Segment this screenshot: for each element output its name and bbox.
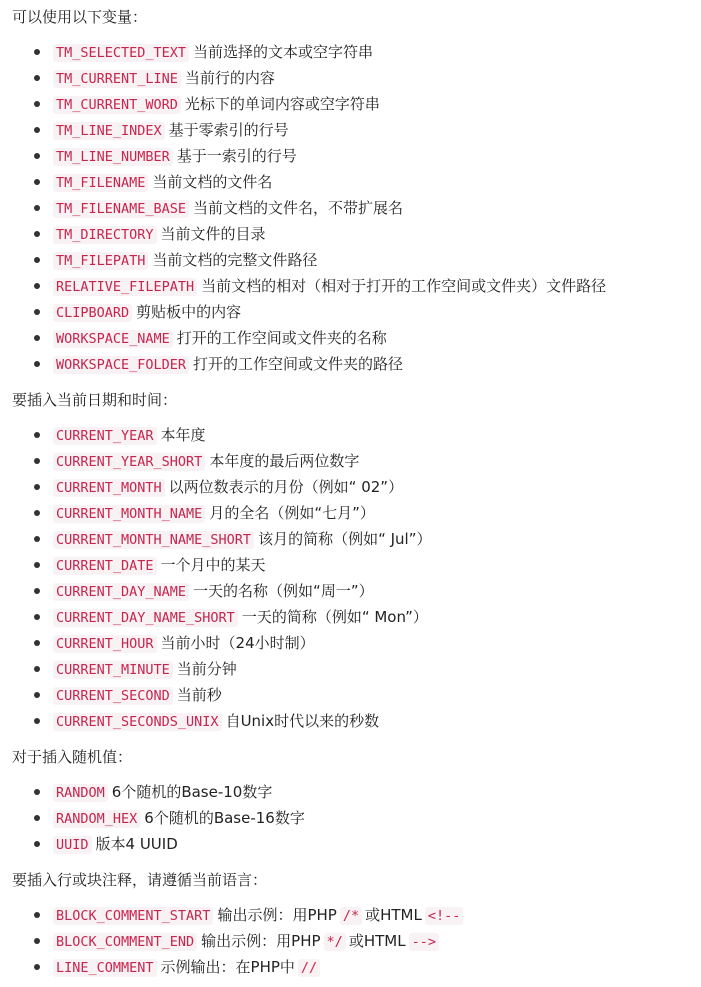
variable-code: CURRENT_MONTH_NAME: [53, 505, 205, 523]
bullet-icon: [34, 692, 40, 698]
bullet-icon: [34, 335, 40, 341]
variable-description: 基于零索引的行号: [168, 121, 289, 139]
variable-description: 一天的简称（例如“ Mon”）: [241, 608, 428, 626]
bullet-icon: [34, 964, 40, 970]
list-item: [0, 779, 701, 805]
variable-description: 一天的名称（例如“周一”）: [193, 582, 374, 600]
list-item: [0, 630, 701, 656]
list-item: [0, 526, 701, 552]
example-code: //: [298, 959, 320, 977]
variable-description: 剪贴板中的内容: [136, 303, 242, 321]
list-item: [0, 831, 701, 857]
bullet-icon: [34, 536, 40, 542]
variable-description: 示例输出：在PHP中: [160, 958, 295, 976]
variable-code: WORKSPACE_FOLDER: [53, 356, 189, 374]
variable-description: 当前文档的文件名，不带扩展名: [193, 199, 404, 217]
example-code: -->: [409, 933, 439, 951]
list-item: [0, 143, 701, 169]
variable-code: RANDOM: [53, 784, 108, 802]
variable-description: 输出示例：用PHP: [217, 906, 337, 924]
bullet-icon: [34, 562, 40, 568]
bullet-icon: [34, 75, 40, 81]
bullet-icon: [34, 101, 40, 107]
bullet-icon: [34, 205, 40, 211]
list-item: [0, 195, 701, 221]
variable-description: 光标下的单词内容或空字符串: [184, 95, 380, 113]
variable-code: CURRENT_MONTH_NAME_SHORT: [53, 531, 254, 549]
list-item: [0, 928, 701, 954]
list-item: [0, 578, 701, 604]
bullet-icon: [34, 789, 40, 795]
variable-description: 自Unix时代以来的秒数: [225, 712, 380, 730]
bullet-icon: [34, 484, 40, 490]
list-item: [0, 91, 701, 117]
datetime-list: [0, 422, 701, 734]
variable-description: 基于一索引的行号: [176, 147, 297, 165]
section-heading-comments: 要插入行或块注释，请遵循当前语言：: [12, 871, 268, 889]
random-list: [0, 779, 701, 857]
bullet-icon: [34, 938, 40, 944]
bullet-icon: [34, 510, 40, 516]
list-item: [0, 117, 701, 143]
variable-code: TM_SELECTED_TEXT: [53, 44, 189, 62]
variable-code: CURRENT_YEAR: [53, 427, 157, 445]
variable-code: CLIPBOARD: [53, 304, 132, 322]
variable-description: 该月的简称（例如“ Jul”）: [258, 530, 432, 548]
variable-description: 打开的工作空间或文件夹的名称: [176, 329, 387, 347]
variable-code: CURRENT_HOUR: [53, 635, 157, 653]
list-item: [0, 708, 701, 734]
variable-code: TM_LINE_NUMBER: [53, 148, 173, 166]
comments-list: [0, 902, 701, 980]
variable-description: 当前小时（24小时制）: [160, 634, 315, 652]
bullet-icon: [34, 666, 40, 672]
variable-description: 当前文件的目录: [160, 225, 266, 243]
list-item: [0, 169, 701, 195]
variable-description-extra: 或HTML: [348, 932, 406, 950]
list-item: [0, 221, 701, 247]
variable-code: BLOCK_COMMENT_END: [53, 933, 197, 951]
list-item: [0, 500, 701, 526]
bullet-icon: [34, 432, 40, 438]
variable-code: CURRENT_DATE: [53, 557, 157, 575]
bullet-icon: [34, 283, 40, 289]
variables-list: [0, 39, 701, 377]
variable-code: CURRENT_DAY_NAME: [53, 583, 189, 601]
bullet-icon: [34, 815, 40, 821]
list-item: [0, 422, 701, 448]
list-item: [0, 39, 701, 65]
list-item: [0, 247, 701, 273]
variable-description: 一个月中的某天: [160, 556, 266, 574]
variable-code: CURRENT_SECONDS_UNIX: [53, 713, 222, 731]
bullet-icon: [34, 614, 40, 620]
variable-description: 当前分钟: [176, 660, 237, 678]
variable-code: TM_CURRENT_LINE: [53, 70, 181, 88]
variable-description: 输出示例：用PHP: [201, 932, 321, 950]
variable-code: WORKSPACE_NAME: [53, 330, 173, 348]
bullet-icon: [34, 588, 40, 594]
variable-code: TM_CURRENT_WORD: [53, 96, 181, 114]
list-item: [0, 351, 701, 377]
variable-code: TM_FILEPATH: [53, 252, 148, 270]
variable-description: 6个随机的Base-16数字: [144, 809, 305, 827]
variable-description: 打开的工作空间或文件夹的路径: [193, 355, 404, 373]
variable-description: 当前文档的完整文件路径: [152, 251, 318, 269]
variable-code: CURRENT_SECOND: [53, 687, 173, 705]
list-item: [0, 954, 701, 980]
list-item: [0, 656, 701, 682]
list-item: [0, 325, 701, 351]
bullet-icon: [34, 361, 40, 367]
section-heading-random: 对于插入随机值：: [12, 748, 133, 766]
bullet-icon: [34, 458, 40, 464]
bullet-icon: [34, 49, 40, 55]
bullet-icon: [34, 179, 40, 185]
variable-description: 当前选择的文本或空字符串: [193, 43, 374, 61]
variable-code: CURRENT_YEAR_SHORT: [53, 453, 205, 471]
list-item: [0, 273, 701, 299]
variable-code: TM_FILENAME: [53, 174, 148, 192]
bullet-icon: [34, 231, 40, 237]
variable-code: TM_FILENAME_BASE: [53, 200, 189, 218]
bullet-icon: [34, 257, 40, 263]
example-code: */: [324, 933, 346, 951]
list-item: [0, 682, 701, 708]
example-code: /*: [340, 907, 362, 925]
variable-code: TM_LINE_INDEX: [53, 122, 165, 140]
list-item: [0, 474, 701, 500]
section-heading-variables: 可以使用以下变量：: [12, 8, 148, 26]
bullet-icon: [34, 718, 40, 724]
variable-code: CURRENT_DAY_NAME_SHORT: [53, 609, 238, 627]
variable-code: BLOCK_COMMENT_START: [53, 907, 213, 925]
variable-code: RELATIVE_FILEPATH: [53, 278, 197, 296]
list-item: [0, 448, 701, 474]
variable-description: 本年度: [160, 426, 206, 444]
bullet-icon: [34, 841, 40, 847]
bullet-icon: [34, 127, 40, 133]
variable-description: 版本4 UUID: [95, 835, 178, 853]
list-item: [0, 65, 701, 91]
variable-description: 当前行的内容: [184, 69, 275, 87]
variable-description: 本年度的最后两位数字: [209, 452, 360, 470]
variable-code: LINE_COMMENT: [53, 959, 157, 977]
list-item: [0, 604, 701, 630]
variable-description-extra: 或HTML: [365, 906, 422, 924]
variable-description: 当前秒: [176, 686, 222, 704]
bullet-icon: [34, 153, 40, 159]
variable-code: TM_DIRECTORY: [53, 226, 157, 244]
list-item: [0, 902, 701, 928]
list-item: [0, 552, 701, 578]
bullet-icon: [34, 640, 40, 646]
variable-description: 月的全名（例如“七月”）: [209, 504, 375, 522]
variable-code: UUID: [53, 836, 92, 854]
variable-description: 当前文档的文件名: [152, 173, 273, 191]
bullet-icon: [34, 309, 40, 315]
variable-description: 以两位数表示的月份（例如“ 02”）: [168, 478, 404, 496]
bullet-icon: [34, 912, 40, 918]
example-code: <!--: [425, 907, 464, 925]
variable-code: CURRENT_MINUTE: [53, 661, 173, 679]
section-heading-datetime: 要插入当前日期和时间：: [12, 391, 178, 409]
list-item: [0, 299, 701, 325]
variable-description: 6个随机的Base-10数字: [111, 783, 273, 801]
list-item: [0, 805, 701, 831]
variable-code: CURRENT_MONTH: [53, 479, 165, 497]
variable-description: 当前文档的相对（相对于打开的工作空间或文件夹）文件路径: [201, 277, 607, 295]
variable-code: RANDOM_HEX: [53, 810, 140, 828]
